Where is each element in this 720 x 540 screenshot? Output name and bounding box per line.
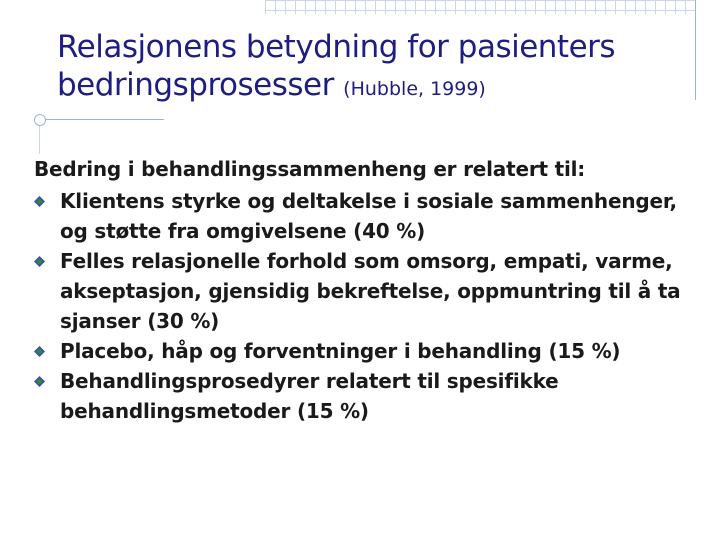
diamond-bullet-icon (34, 196, 45, 207)
decorative-grid (265, 0, 695, 14)
diamond-bullet-icon (34, 256, 45, 267)
list-item (34, 246, 694, 336)
slide-title (57, 28, 697, 108)
slide-body (34, 154, 694, 426)
diamond-bullet-icon (34, 376, 45, 387)
decorative-vertical-line-left (39, 124, 40, 154)
bullet-list (34, 186, 694, 426)
diamond-bullet-icon (34, 346, 45, 357)
list-item (34, 186, 694, 246)
bullet-text: Klientens styrke og deltakelse i sosiale sammenhenger, og støtte fra omgivelsene (40 %) (60, 189, 677, 243)
title-line-2: bedringsprosesser (57, 67, 334, 103)
decorative-circle (34, 114, 46, 126)
list-item (34, 366, 694, 426)
title-citation: (Hubble, 1999) (343, 78, 486, 100)
bullet-text: Placebo, håp og forventninger i behandling (15 %) (60, 339, 621, 363)
title-line-1: Relasjonens betydning for pasienters (57, 29, 616, 65)
decorative-horizontal-line (34, 119, 164, 120)
bullet-text: Behandlingsprosedyrer relatert til spesifikke behandlingsmetoder (15 %) (60, 369, 559, 423)
list-item (34, 336, 694, 366)
intro-text: Bedring i behandlingssammenheng er relatert til: (34, 157, 586, 181)
bullet-text: Felles relasjonelle forhold som omsorg, empati, varme, akseptasjon, gjensidig bekreftelse, oppmuntring til å ta sjanser (30 %) (60, 249, 681, 333)
